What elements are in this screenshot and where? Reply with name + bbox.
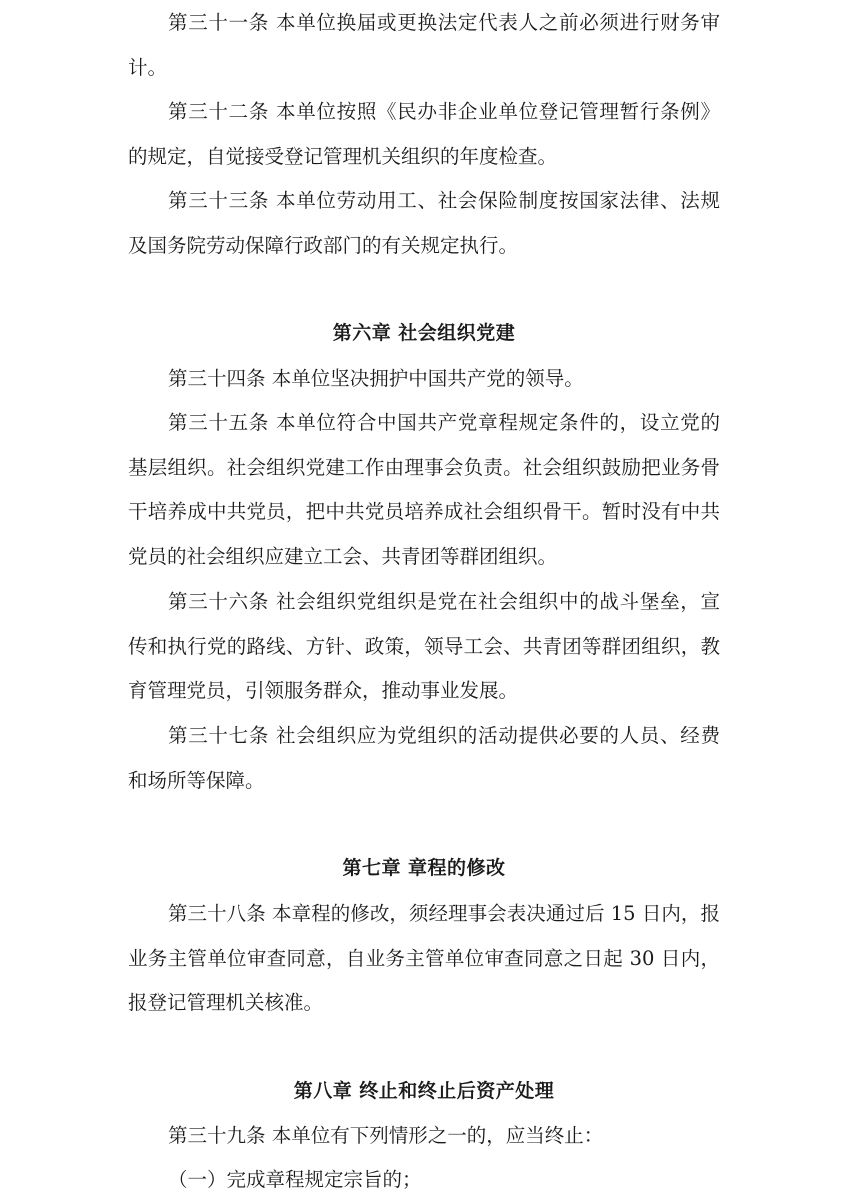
chapter-6-heading: 第六章 社会组织党建 xyxy=(332,322,516,344)
article-34: 第三十四条 本单位坚决拥护中国共产党的领导。 xyxy=(168,367,584,390)
article-32: 第三十二条 本单位按照《民办非企业单位登记管理暂行条例》的规定，自觉接受登记管理机关组织的年度检查。 xyxy=(128,100,720,168)
article-38: 第三十八条 本章程的修改，须经理事会表决通过后 15 日内，报业务主管单位审查同意，自业务主管单位审查同意之日起 30 日内，报登记管理机关核准。 xyxy=(128,902,720,1014)
article-33: 第三十三条 本单位劳动用工、社会保险制度按国家法律、法规及国务院劳动保障行政部门的有关规定执行。 xyxy=(128,189,720,257)
article-31: 第三十一条 本单位换届或更换法定代表人之前必须进行财务审计。 xyxy=(128,11,720,79)
chapter-8-heading: 第八章 终止和终止后资产处理 xyxy=(293,1080,555,1102)
chapter-7-heading: 第七章 章程的修改 xyxy=(342,857,506,879)
article-39-item-1: （一）完成章程规定宗旨的； xyxy=(168,1168,422,1191)
article-36: 第三十六条 社会组织党组织是党在社会组织中的战斗堡垒，宣传和执行党的路线、方针、政策，领导工会、共青团等群团组织，教育管理党员，引领服务群众，推动事业发展。 xyxy=(128,590,720,702)
article-35: 第三十五条 本单位符合中国共产党章程规定条件的，设立党的基层组织。社会组织党建工作由理事会负责。社会组织鼓励把业务骨干培养成中共党员，把中共党员培养成社会组织骨干。暂时没有中共党员的社会组织应建立工会、共青团等群团组织。 xyxy=(128,411,720,568)
article-37: 第三十七条 社会组织应为党组织的活动提供必要的人员、经费和场所等保障。 xyxy=(128,724,720,792)
article-39: 第三十九条 本单位有下列情形之一的，应当终止： xyxy=(168,1124,604,1147)
